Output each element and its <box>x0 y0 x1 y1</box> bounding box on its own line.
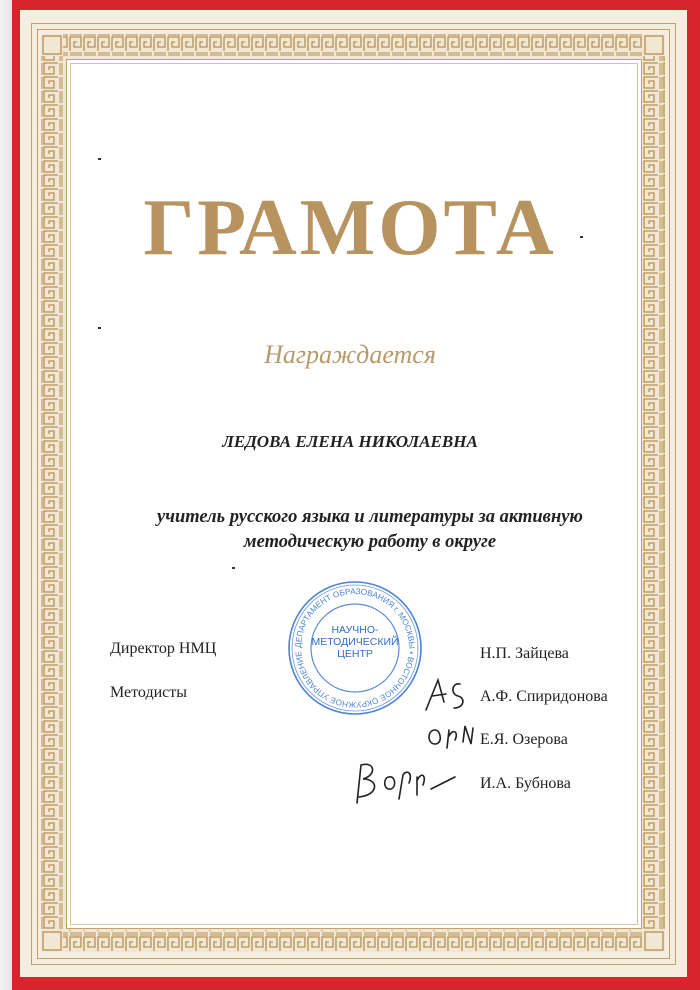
recipient-name: ЛЕДОВА ЕЛЕНА НИКОЛАЕВНА <box>222 432 478 451</box>
handwritten-signature <box>425 718 495 758</box>
handwritten-signature <box>345 755 465 810</box>
scan-speck <box>232 567 235 569</box>
signatory-name: Е.Я. Озерова <box>480 731 568 748</box>
scan-edge <box>0 0 12 990</box>
award-reason-line-2: методическую работу в округе <box>243 532 497 552</box>
stamp-line-2: МЕТОДИЧЕСКИЙ <box>311 636 399 648</box>
stamp-center-text <box>311 624 399 660</box>
scan-speck <box>98 158 101 160</box>
handwritten-signature <box>420 672 490 717</box>
methodists-label: Методисты <box>110 684 187 701</box>
stamp-ring-text: ДЕПАРТАМЕНТ ОБРАЗОВАНИЯ г. МОСКВЫ • ВОСТОЧНОЕ ОКРУЖНОЕ УПРАВЛЕНИЕ <box>293 586 417 710</box>
signatory-name: А.Ф. Спиридонова <box>480 688 608 705</box>
scan-speck <box>98 327 101 329</box>
award-reason <box>105 505 635 555</box>
signatory-name: И.А. Бубнова <box>480 775 571 792</box>
stamp-line-1: НАУЧНО- <box>331 624 379 636</box>
awarded-line: Награждается <box>264 340 436 369</box>
certificate-title: ГРАМОТА <box>143 184 557 272</box>
director-label: Директор НМЦ <box>110 640 217 657</box>
scan-speck <box>580 236 583 238</box>
award-reason-line-1: учитель русского языка и литературы за активную <box>157 507 583 527</box>
stamp-line-3: ЦЕНТР <box>337 648 373 660</box>
signatory-name: Н.П. Зайцева <box>480 645 569 662</box>
